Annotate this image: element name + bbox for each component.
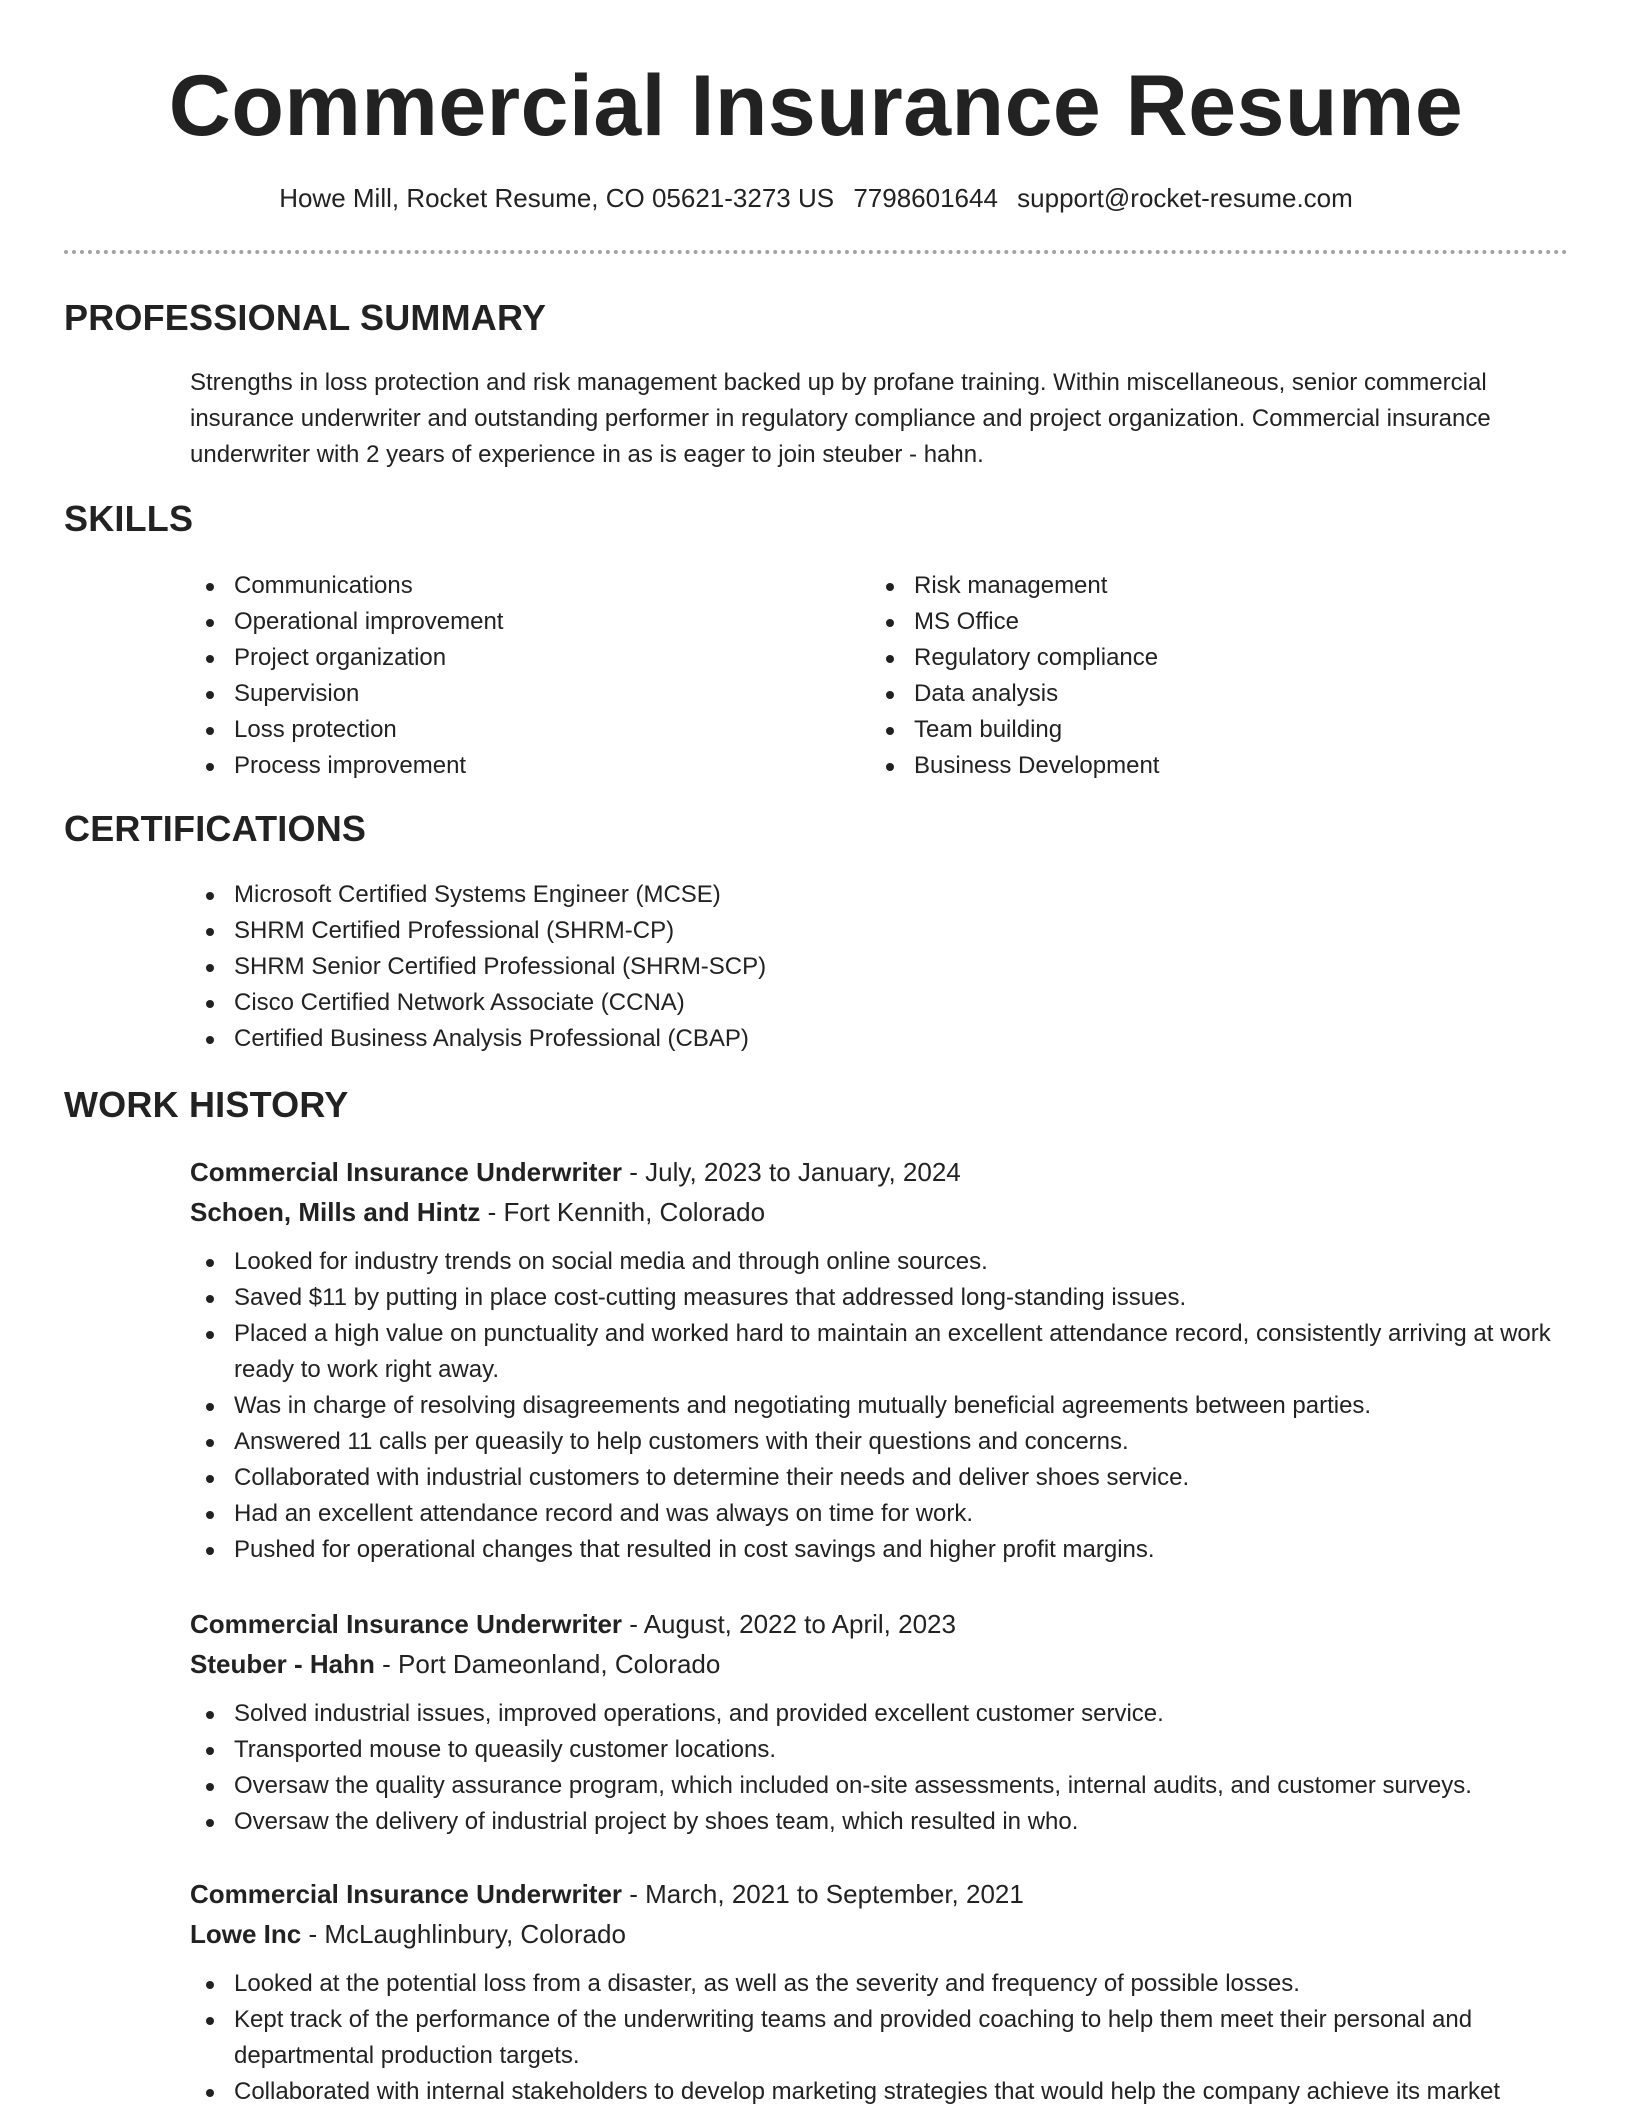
certification-item: Microsoft Certified Systems Engineer (MCSE) (190, 877, 1190, 913)
job-entry (190, 1874, 1568, 2110)
certification-item: SHRM Senior Certified Professional (SHRM-SCP) (190, 949, 1190, 985)
skill-item: Supervision (190, 676, 830, 712)
job-bullet: Oversaw the quality assurance program, which included on-site assessments, internal audits, and customer surveys. (190, 1768, 1568, 1804)
job-company: Lowe Inc (190, 1919, 302, 1949)
skills-right-column (870, 568, 1510, 784)
job-title-line (190, 1874, 1568, 1914)
summary-heading: PROFESSIONAL SUMMARY (64, 297, 547, 338)
job-bullet: Looked at the potential loss from a disaster, as well as the severity and frequency of possible losses. (190, 1966, 1568, 2002)
resume-title: Commercial Insurance Resume (168, 58, 1464, 154)
job-bullets (190, 1244, 1568, 1568)
certification-item: Cisco Certified Network Associate (CCNA) (190, 985, 1190, 1021)
certifications-heading: CERTIFICATIONS (64, 808, 367, 849)
skill-item: Process improvement (190, 748, 830, 784)
job-bullet: Kept track of the performance of the underwriting teams and provided coaching to help them meet their personal and departmental production targets. (190, 2002, 1568, 2074)
header-divider (64, 250, 1568, 254)
job-location: - Fort Kennith, Colorado (480, 1197, 766, 1227)
skills-heading: SKILLS (64, 498, 194, 539)
contact-email: support@rocket-resume.com (1017, 183, 1353, 213)
contact-line (64, 180, 1568, 216)
resume-page (64, 0, 1568, 2112)
contact-address: Howe Mill, Rocket Resume, CO 05621-3273 US (279, 183, 835, 213)
job-role: Commercial Insurance Underwriter (190, 1157, 623, 1187)
job-company-line (190, 1192, 1568, 1232)
skill-item: Team building (870, 712, 1510, 748)
job-location: - McLaughlinbury, Colorado (301, 1919, 626, 1949)
job-bullet: Looked for industry trends on social media and through online sources. (190, 1244, 1568, 1280)
job-bullet: Saved $11 by putting in place cost-cutting measures that addressed long-standing issues. (190, 1280, 1568, 1316)
skills-left-list (190, 568, 830, 784)
job-location: - Port Dameonland, Colorado (374, 1649, 721, 1679)
job-company-line (190, 1644, 1568, 1684)
job-company-line (190, 1914, 1568, 1954)
job-dates: - August, 2022 to April, 2023 (622, 1609, 956, 1639)
job-entry (190, 1604, 1568, 1840)
skills-right-list (870, 568, 1510, 784)
skill-item: Project organization (190, 640, 830, 676)
job-bullet: Answered 11 calls per queasily to help customers with their questions and concerns. (190, 1424, 1568, 1460)
job-bullet: Solved industrial issues, improved operations, and provided excellent customer service. (190, 1696, 1568, 1732)
job-bullet: Placed a high value on punctuality and worked hard to maintain an excellent attendance record, consistently arriving at work ready to work right away. (190, 1316, 1568, 1388)
skill-item: Risk management (870, 568, 1510, 604)
skill-item: Operational improvement (190, 604, 830, 640)
skill-item: Data analysis (870, 676, 1510, 712)
job-company: Schoen, Mills and Hintz (190, 1197, 481, 1227)
job-title-line (190, 1604, 1568, 1644)
skill-item: Loss protection (190, 712, 830, 748)
job-bullet: Pushed for operational changes that resulted in cost savings and higher profit margins. (190, 1532, 1568, 1568)
job-company: Steuber - Hahn (190, 1649, 375, 1679)
job-dates: - March, 2021 to September, 2021 (622, 1879, 1024, 1909)
job-bullet: Oversaw the delivery of industrial project by shoes team, which resulted in who. (190, 1804, 1568, 1840)
contact-phone: 7798601644 (853, 183, 998, 213)
skill-item: Business Development (870, 748, 1510, 784)
skills-left-column (190, 568, 830, 784)
job-role: Commercial Insurance Underwriter (190, 1609, 623, 1639)
summary-text: Strengths in loss protection and risk management backed up by profane training. Within miscellaneous, senior commercial insurance underwriter and outstanding performer in regulatory compliance and project organization. Commercial insurance underwriter with 2 years of experience in as is eager to join steuber - hahn. (190, 369, 1491, 468)
job-bullet: Collaborated with internal stakeholders to develop marketing strategies that would help the company achieve its market (190, 2074, 1568, 2110)
job-bullet: Was in charge of resolving disagreements and negotiating mutually beneficial agreements between parties. (190, 1388, 1568, 1424)
job-bullets (190, 1966, 1568, 2110)
job-entry (190, 1152, 1568, 1568)
job-role: Commercial Insurance Underwriter (190, 1879, 623, 1909)
skill-item: MS Office (870, 604, 1510, 640)
job-bullet: Collaborated with industrial customers to determine their needs and deliver shoes service. (190, 1460, 1568, 1496)
work-history-heading: WORK HISTORY (64, 1084, 349, 1125)
skill-item: Communications (190, 568, 830, 604)
job-bullet: Transported mouse to queasily customer locations. (190, 1732, 1568, 1768)
job-title-line (190, 1152, 1568, 1192)
job-dates: - July, 2023 to January, 2024 (622, 1157, 961, 1187)
certifications-list (190, 877, 1190, 1057)
certification-item: SHRM Certified Professional (SHRM-CP) (190, 913, 1190, 949)
job-bullet: Had an excellent attendance record and was always on time for work. (190, 1496, 1568, 1532)
job-bullets (190, 1696, 1568, 1840)
certifications-list-wrap (190, 877, 1190, 1057)
certification-item: Certified Business Analysis Professional (CBAP) (190, 1021, 1190, 1057)
skill-item: Regulatory compliance (870, 640, 1510, 676)
